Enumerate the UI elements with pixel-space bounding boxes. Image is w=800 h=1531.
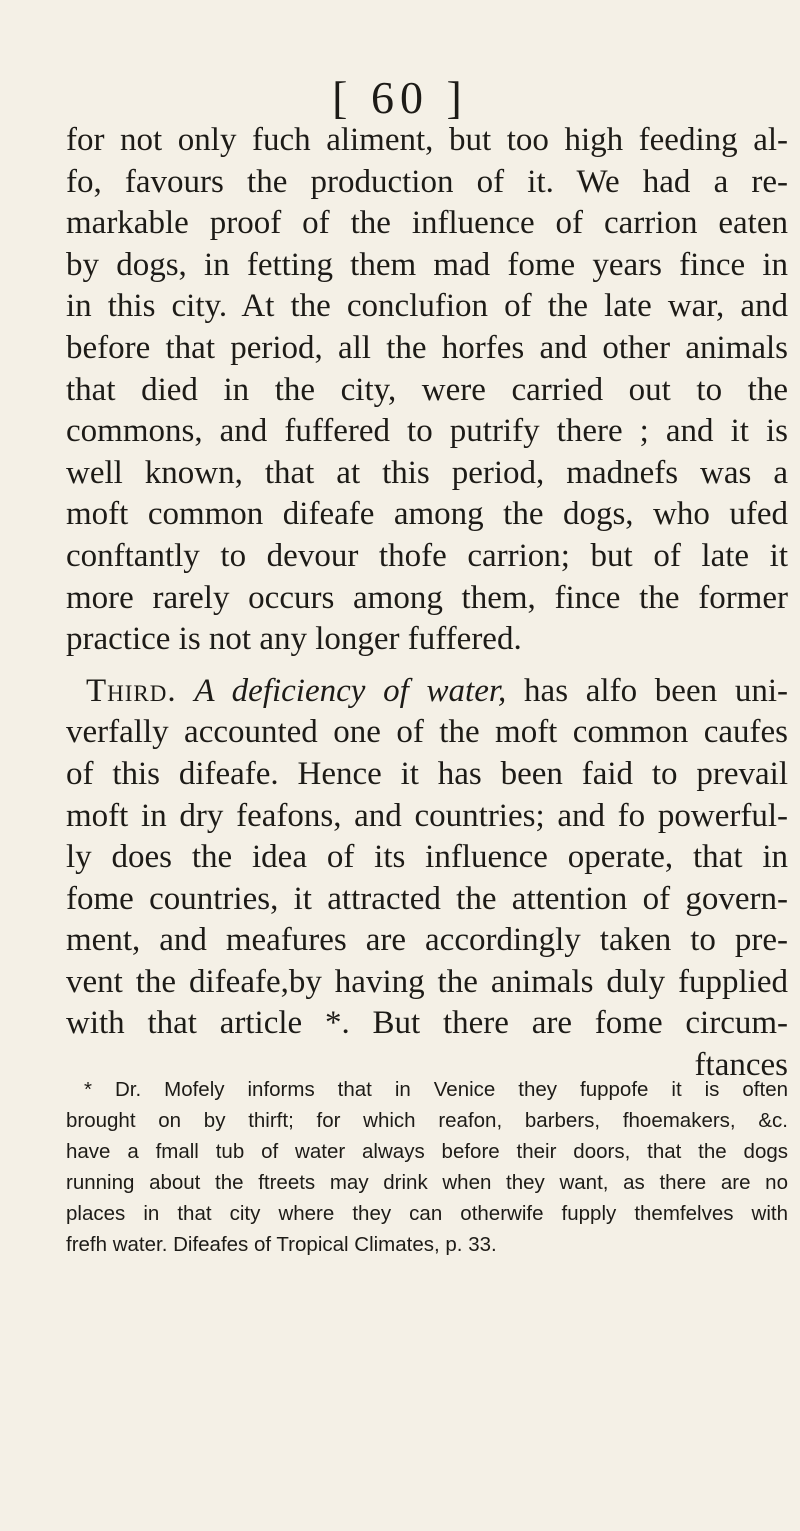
section-heading-italic: A deficiency of water, (194, 672, 507, 709)
text-line: fome countries, it attracted the attention of govern- (66, 880, 788, 917)
page-number: [ 60 ] (332, 72, 468, 123)
text-line: in this city. At the conclufion of the late war, and (66, 288, 788, 325)
main-text (66, 120, 788, 1087)
footnote-line: running about the ftreets may drink when they want, as there are no (66, 1171, 788, 1194)
text-line: verfally accounted one of the moft common caufes (66, 714, 788, 751)
text-line-lead (66, 671, 788, 713)
text-line: that died in the city, were carried out to the (66, 371, 788, 408)
text-line: with that article *. But there are fome circum- (66, 1005, 788, 1042)
text-line: by dogs, in fetting them mad fome years fince in (66, 246, 788, 283)
text-line: commons, and fuffered to putrify there ; and it is (66, 413, 788, 450)
footnote-line: frefh water. Difeafes of Tropical Climates, p. 33. (66, 1233, 497, 1256)
text-line: for not only fuch aliment, but too high feeding al- (66, 122, 788, 158)
footnote-line: * Dr. Mofely informs that in Venice they fuppofe it is often (84, 1078, 788, 1101)
text-line: markable proof of the influence of carrion eaten (66, 205, 788, 242)
text-line: of this difeafe. Hence it has been faid to prevail (66, 755, 788, 792)
footnote-line: have a fmall tub of water always before their doors, that the dogs (66, 1140, 788, 1163)
text-line: ly does the idea of its influence operate, that in (66, 839, 788, 876)
footnote (66, 1074, 788, 1260)
section-lead: Third. (86, 672, 177, 709)
text-line: more rarely occurs among them, fince the former (66, 579, 788, 616)
text-line: conftantly to devour thofe carrion; but of late it (66, 537, 788, 574)
text-line: moft in dry feafons, and countries; and fo powerful- (66, 797, 788, 834)
lead-line-rest: has alfo been uni- (506, 672, 788, 709)
text-line: fo, favours the production of it. We had a re- (66, 163, 788, 200)
paragraph-carrion (66, 120, 788, 661)
text-line: ment, and meafures are accordingly taken to pre- (66, 922, 788, 959)
footnote-line: places in that city where they can otherwife fupply themfelves with (66, 1202, 788, 1225)
footnote-line: brought on by thirft; for which reafon, barbers, fhoemakers, &c. (66, 1109, 788, 1132)
text-line: practice is not any longer fuffered. (66, 621, 522, 658)
paragraph-gap (66, 661, 788, 671)
text-line: before that period, all the horfes and other animals (66, 329, 788, 366)
text-line: moft common difeafe among the dogs, who ufed (66, 496, 788, 533)
paragraph-water (66, 671, 788, 1087)
catchword: ftances (694, 1047, 788, 1084)
text-line: vent the difeafe,by having the animals duly fupplied (66, 963, 788, 1000)
text-line: well known, that at this period, madnefs was a (66, 454, 788, 491)
